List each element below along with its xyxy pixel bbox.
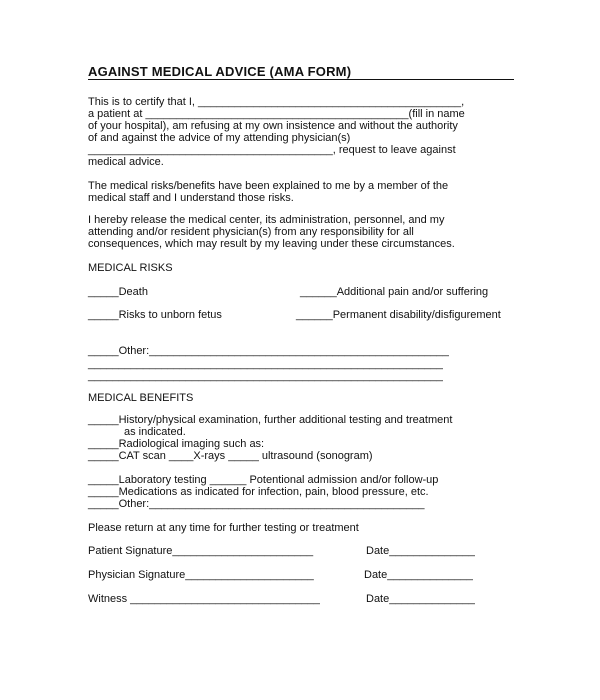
certify-line-2: a patient at ___________________________________________(fill in name (88, 108, 465, 120)
certify-line-3: of your hospital), am refusing at my own insistence and without the authority (88, 120, 458, 132)
benefit-lab: _____Laboratory testing ______ Potentional admission and/or follow-up (88, 474, 439, 486)
certify-line-4: of and against the advice of my attending physician(s) (88, 132, 351, 144)
physician-date: Date______________ (364, 569, 473, 581)
medical-benefits-heading: MEDICAL BENEFITS (88, 392, 194, 404)
release-line-1: I hereby release the medical center, its administration, personnel, and my (88, 214, 445, 226)
release-line-2: attending and/or resident physician(s) from any responsibility for all (88, 226, 414, 238)
title-underline (88, 79, 514, 80)
witness-signature: Witness _______________________________ (88, 593, 320, 605)
risk-additional-pain: ______Additional pain and/or suffering (300, 286, 489, 298)
risk-other-line-3: __________________________________________________________ (88, 370, 443, 382)
risk-other-line-2: __________________________________________________________ (88, 358, 443, 370)
benefit-other: _____Other:_____________________________________________ (88, 498, 425, 510)
benefit-radiological: _____Radiological imaging such as: (88, 438, 265, 450)
medical-risks-heading: MEDICAL RISKS (88, 262, 173, 274)
risks-explained-line-2: medical staff and I understand those risks. (88, 192, 294, 204)
patient-signature: Patient Signature_______________________ (88, 545, 314, 557)
risk-unborn-fetus: _____Risks to unborn fetus (88, 309, 222, 321)
certify-line-6: medical advice. (88, 156, 164, 168)
certify-line-5: ________________________________________, request to leave against (88, 144, 456, 156)
certify-line-1: This is to certify that I, ___________________________________________, (88, 96, 465, 108)
benefit-medications: _____Medications as indicated for infection, pain, blood pressure, etc. (88, 486, 429, 498)
benefit-history: _____History/physical examination, further additional testing and treatment (88, 414, 453, 426)
witness-date: Date______________ (366, 593, 475, 605)
risks-explained-line-1: The medical risks/benefits have been explained to me by a member of the (88, 180, 449, 192)
risk-permanent-disability: ______Permanent disability/disfigurement (296, 309, 501, 321)
risk-other: _____Other:_________________________________________________ (88, 345, 449, 357)
form-title: AGAINST MEDICAL ADVICE (AMA FORM) (88, 64, 352, 79)
return-note: Please return at any time for further testing or treatment (88, 522, 359, 534)
release-line-3: consequences, which may result by my leaving under these circumstances. (88, 238, 455, 250)
benefit-imaging: _____CAT scan ____X-rays _____ ultrasound (sonogram) (88, 450, 373, 462)
physician-signature: Physician Signature_____________________ (88, 569, 314, 581)
patient-date: Date______________ (366, 545, 475, 557)
benefit-history-cont: as indicated. (124, 426, 186, 438)
risk-death: _____Death (88, 286, 148, 298)
